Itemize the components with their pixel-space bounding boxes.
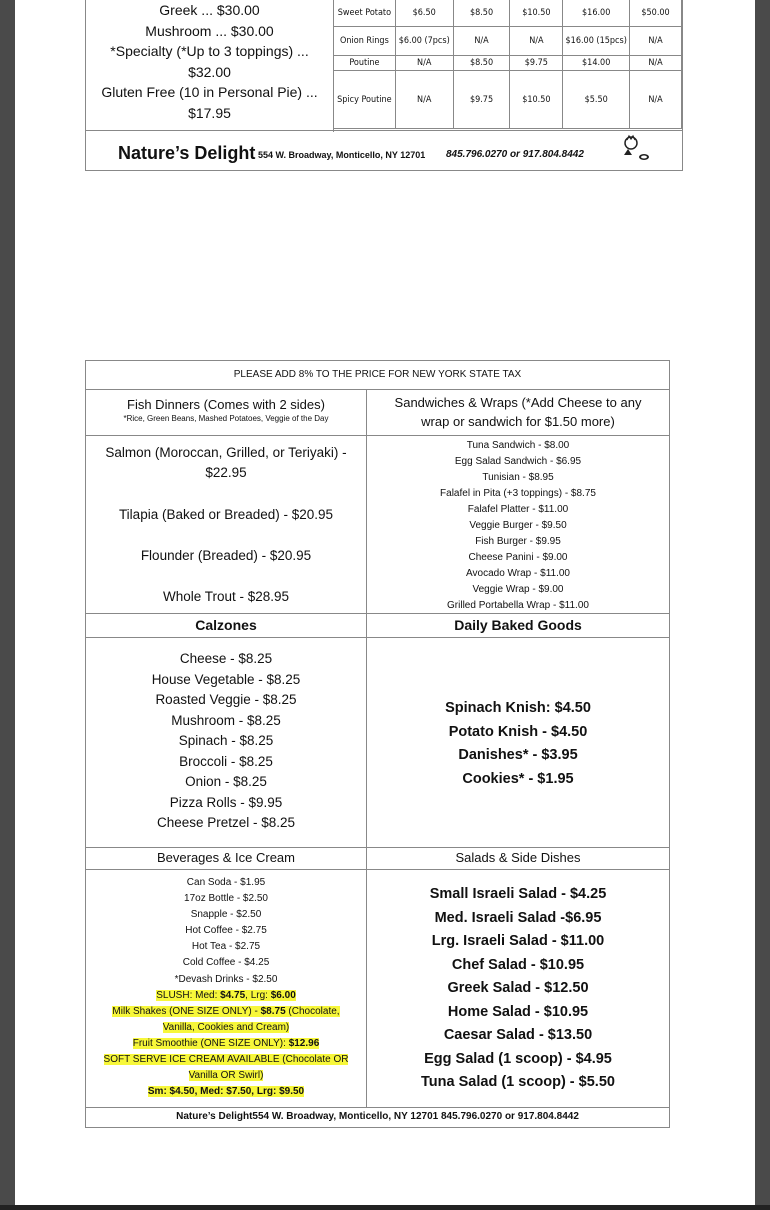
slush-lrg-price: $6.00 (270, 989, 296, 1001)
smoothie-label: Fruit Smoothie (ONE SIZE ONLY): (132, 1037, 289, 1049)
soft-serve-label: SOFT SERVE ICE CREAM AVAILABLE (Chocolate OR (103, 1054, 349, 1066)
side-name: Poutine (334, 56, 396, 71)
list-item: Veggie Wrap - $9.00 (472, 584, 564, 595)
list-item: Mushroom - $8.25 (171, 712, 281, 728)
list-item: Tuna Salad (1 scoop) - $5.50 (421, 1074, 615, 1090)
list-item: Spinach - $8.25 (178, 733, 274, 748)
price-cell: $50.00 (630, 0, 682, 27)
list-item: Veggie Burger - $9.50 (469, 520, 567, 531)
sides-price-table (333, 0, 682, 129)
pizza-item: Mushroom ... $30.00 (145, 22, 274, 39)
price-cell: $16.00 (15pcs) (563, 27, 630, 56)
list-item: Small Israeli Salad - $4.25 (429, 886, 607, 902)
list-item: Hot Coffee - $2.75 (185, 925, 267, 937)
fish-dinners-sides: *Rice, Green Beans, Mashed Potatoes, Veggie of the Day (123, 414, 329, 423)
list-item: Hot Tea - $2.75 (191, 941, 261, 953)
price-cell: N/A (395, 71, 453, 129)
list-item: Caesar Salad - $13.50 (443, 1027, 593, 1043)
list-item: Flounder (Breaded) - $20.95 (140, 548, 312, 563)
price-cell: $14.00 (563, 56, 630, 71)
divider (86, 869, 669, 870)
list-item: Grilled Portabella Wrap - $11.00 (447, 600, 589, 611)
size-small: Sm: $4.50 (147, 1086, 195, 1098)
price-cell: N/A (395, 56, 453, 71)
price-cell: N/A (510, 27, 563, 56)
size-medium: , Med: $7.50 (194, 1086, 252, 1098)
sandwiches-header (367, 391, 669, 435)
list-item: Cheese - $8.25 (179, 651, 273, 666)
top-footer (86, 130, 682, 171)
business-name: Nature’s Delight (118, 143, 256, 163)
table-row (334, 0, 682, 27)
shakes-flavors-2: Vanilla, Cookies and Cream) (162, 1021, 290, 1033)
list-item: Can Soda - $1.95 (186, 877, 266, 888)
sandwiches-subtitle: wrap or sandwich for $1.50 more) (421, 414, 615, 429)
business-phone: 845.796.0270 or 917.804.8442 (446, 149, 584, 160)
price-cell: $9.75 (510, 56, 563, 71)
divider (86, 637, 669, 638)
price-cell: N/A (453, 27, 510, 56)
baked-goods-list (367, 697, 669, 791)
business-address: 554 W. Broadway, Monticello, NY 12701 (258, 150, 426, 160)
soft-serve-flavors: Vanilla OR Swirl) (188, 1070, 264, 1082)
pizza-price-list (86, 0, 334, 132)
price-cell: N/A (630, 56, 682, 71)
slush-sep: , Lrg: (245, 989, 271, 1001)
tax-notice: PLEASE ADD 8% TO THE PRICE FOR NEW YORK STATE TAX (233, 369, 522, 380)
sandwiches-list (367, 437, 669, 614)
fish-dinners-title: Fish Dinners (Comes with 2 sides) (127, 397, 325, 412)
list-item: 17oz Bottle - $2.50 (184, 893, 268, 905)
calzones-header: Calzones (195, 617, 257, 633)
list-item: Broccoli - $8.25 (179, 753, 273, 769)
list-item: Spinach Knish: $4.50 (445, 700, 591, 716)
shakes-label: Milk Shakes (ONE SIZE ONLY) - (112, 1005, 261, 1017)
table-row (334, 27, 682, 56)
list-item: Home Salad - $10.95 (447, 1003, 589, 1020)
list-item: Avocado Wrap - $11.00 (466, 568, 570, 579)
list-item: $22.95 (205, 465, 247, 480)
price-cell: $8.50 (453, 56, 510, 71)
list-item: Cookies* - $1.95 (462, 770, 574, 787)
beverages-list (86, 875, 366, 1100)
list-item: Tilapia (Baked or Breaded) - $20.95 (118, 507, 334, 522)
price-cell: $5.50 (563, 71, 630, 129)
list-item: Tuna Sandwich - $8.00 (466, 440, 570, 451)
salads-header: Salads & Side Dishes (455, 850, 581, 865)
price-cell: N/A (630, 71, 682, 129)
calzones-list (86, 649, 366, 834)
list-item: Tunisian - $8.95 (482, 472, 554, 483)
list-item: Falafel in Pita (+3 toppings) - $8.75 (440, 488, 596, 499)
list-item: Egg Salad Sandwich - $6.95 (454, 456, 582, 467)
smoothie-price: $12.96 (288, 1037, 320, 1049)
table-row (334, 71, 682, 129)
list-item: Whole Trout - $28.95 (162, 589, 290, 604)
viewer-bottom-edge (0, 1205, 770, 1210)
list-item: Cheese Pretzel - $8.25 (156, 815, 296, 830)
soft-serve-sizes (86, 1084, 366, 1100)
list-item: Salmon (Moroccan, Grilled, or Teriyaki) - (105, 445, 347, 460)
side-name: Sweet Potato (334, 0, 396, 27)
menu-footer: Nature’s Delight554 W. Broadway, Monticello, NY 12701 845.796.0270 or 917.804.8442 (176, 1111, 579, 1122)
table-row (334, 56, 682, 71)
soft-serve-line-2 (86, 1068, 366, 1084)
sandwiches-title: Sandwiches & Wraps (*Add Cheese to any (394, 395, 642, 410)
price-cell: $9.75 (453, 71, 510, 129)
list-item: Roasted Veggie - $8.25 (155, 692, 297, 707)
list-item: Chef Salad - $10.95 (451, 956, 585, 973)
pizza-item: *Specialty (*Up to 3 toppings) ... (110, 43, 309, 59)
shakes-line-2 (86, 1020, 366, 1036)
price-cell: N/A (630, 27, 682, 56)
pizza-chef-icon (618, 131, 652, 165)
list-item: Cold Coffee - $4.25 (182, 957, 270, 969)
previous-page-bottom (85, 0, 683, 171)
slush-line (86, 988, 366, 1004)
list-item: Fish Burger - $9.95 (475, 536, 561, 547)
price-cell: $10.50 (510, 71, 563, 129)
pizza-item: Gluten Free (10 in Personal Pie) ... (101, 84, 318, 100)
price-cell: $6.50 (395, 0, 453, 27)
pizza-item: $17.95 (188, 104, 231, 121)
side-name: Spicy Poutine (334, 71, 396, 129)
price-cell: $6.00 (7pcs) (395, 27, 453, 56)
fish-dinners-header (86, 391, 366, 435)
list-item: Lrg. Israeli Salad - $11.00 (431, 933, 605, 949)
shakes-price: $8.75 (260, 1005, 286, 1017)
list-item: Danishes* - $3.95 (458, 747, 578, 763)
size-large: , Lrg: $9.50 (251, 1086, 305, 1098)
list-item: Onion - $8.25 (185, 774, 267, 789)
list-item: Egg Salad (1 scoop) - $4.95 (424, 1050, 612, 1067)
list-item: *Devash Drinks - $2.50 (174, 973, 278, 985)
list-item: House Vegetable - $8.25 (151, 671, 301, 687)
shakes-line (86, 1004, 366, 1020)
divider (86, 389, 669, 390)
beverages-header: Beverages & Ice Cream (156, 850, 295, 865)
smoothie-line (86, 1036, 366, 1052)
list-item: Falafel Platter - $11.00 (467, 504, 569, 515)
shakes-flavors: (Chocolate, (285, 1005, 340, 1017)
baked-goods-header: Daily Baked Goods (454, 617, 582, 633)
pizza-item: $32.00 (188, 63, 231, 80)
menu-table (85, 360, 670, 1128)
list-item: Med. Israeli Salad -$6.95 (434, 909, 602, 926)
slush-label: SLUSH: Med: (156, 989, 221, 1001)
soft-serve-line (86, 1052, 366, 1068)
list-item: Cheese Panini - $9.00 (468, 552, 568, 563)
salads-list (367, 883, 669, 1095)
divider (86, 435, 669, 436)
list-item: Greek Salad - $12.50 (447, 980, 589, 996)
list-item: Snapple - $2.50 (190, 909, 262, 921)
pizza-item: Greek ... $30.00 (159, 2, 260, 18)
list-item: Potato Knish - $4.50 (448, 723, 588, 740)
price-cell: $16.00 (563, 0, 630, 27)
side-name: Onion Rings (334, 27, 396, 56)
slush-med-price: $4.75 (220, 989, 246, 1001)
list-item: Pizza Rolls - $9.95 (169, 794, 283, 810)
price-cell: $8.50 (453, 0, 510, 27)
column-divider (366, 390, 367, 1107)
price-cell: $10.50 (510, 0, 563, 27)
